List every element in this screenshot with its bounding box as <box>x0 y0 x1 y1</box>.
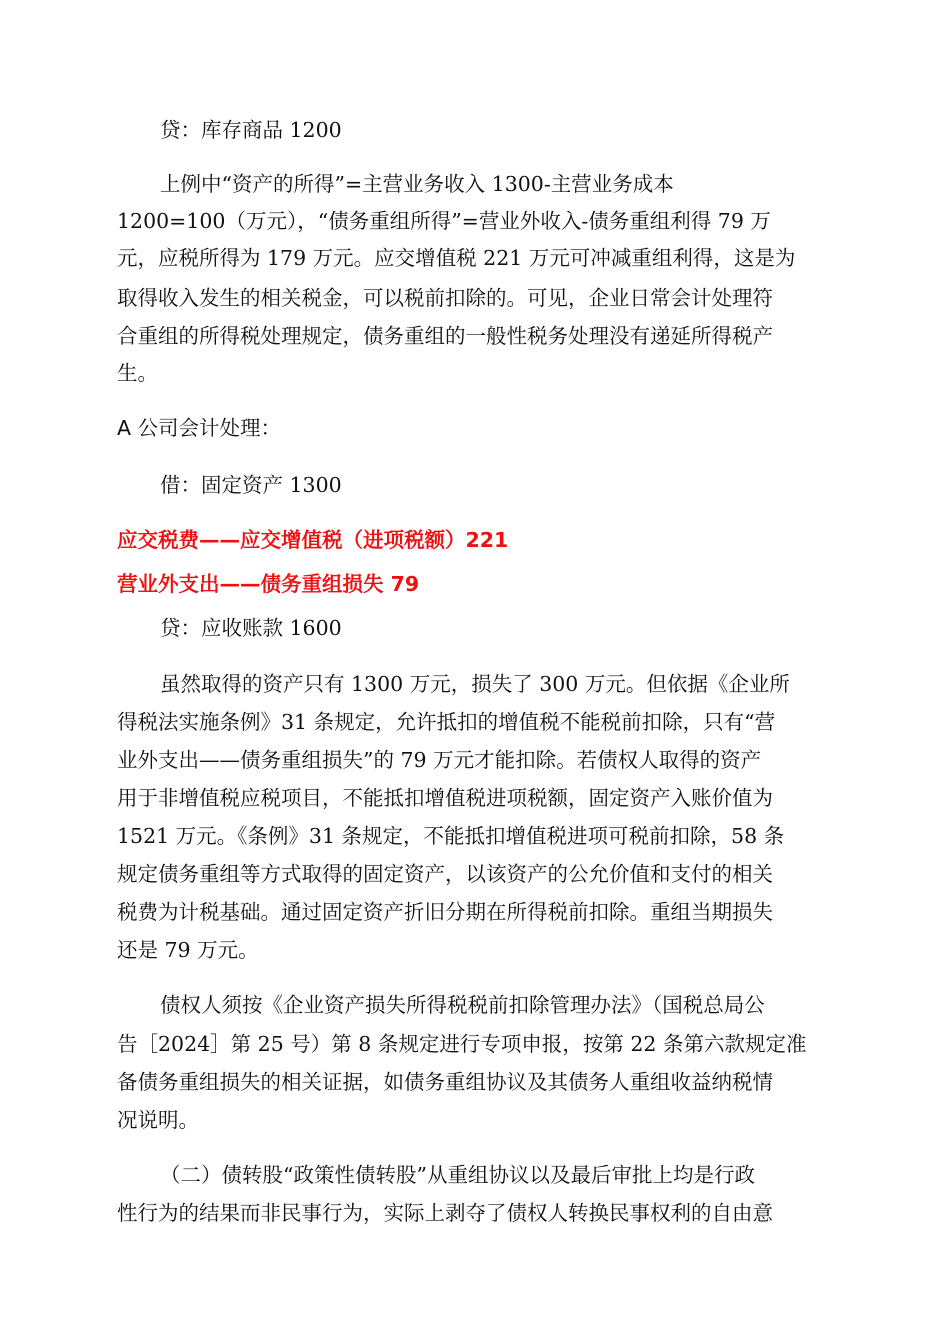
paragraph-line: 况说明。 <box>117 1108 199 1132</box>
highlight-vat-line: 应交税费——应交增值税（进项税额）221 <box>117 528 509 552</box>
company-a-heading: A 公司会计处理： <box>117 416 282 440</box>
paragraph-line: 虽然取得的资产只有 1300 万元，损失了 300 万元。但依据《企业所 <box>160 672 790 696</box>
paragraph-line: 还是 79 万元。 <box>117 938 259 962</box>
paragraph-line: 税费为计税基础。通过固定资产折旧分期在所得税前扣除。重组当期损失 <box>117 900 773 924</box>
paragraph-line: 生。 <box>117 361 158 385</box>
paragraph-line: 元，应税所得为 179 万元。应交增值税 221 万元可冲减重组利得，这是为 <box>117 246 796 270</box>
paragraph-line: 1521 万元。《条例》31 条规定，不能抵扣增值税进项可税前扣除，58 条 <box>117 824 785 848</box>
paragraph-line: 合重组的所得税处理规定，债务重组的一般性税务处理没有递延所得税产 <box>117 324 773 348</box>
credit-receivable-line: 贷：应收账款 1600 <box>160 616 342 640</box>
paragraph-line: 取得收入发生的相关税金，可以税前扣除的。可见，企业日常会计处理符 <box>117 286 773 310</box>
paragraph-line: 业外支出——债务重组损失”的 79 万元才能扣除。若债权人取得的资产 <box>117 748 762 772</box>
paragraph-line: 得税法实施条例》31 条规定，允许抵扣的增值税不能税前扣除，只有“营 <box>117 710 776 734</box>
paragraph-line: 1200=100（万元），“债务重组所得”=营业外收入-债务重组利得 79 万 <box>117 209 771 233</box>
paragraph-line: （二）债转股“政策性债转股”从重组协议以及最后审批上均是行政 <box>160 1163 755 1187</box>
paragraph-line: 债权人须按《企业资产损失所得税税前扣除管理办法》（国税总局公 <box>160 993 765 1017</box>
paragraph-line: 规定债务重组等方式取得的固定资产，以该资产的公允价值和支付的相关 <box>117 862 773 886</box>
paragraph-line: 告［2024］第 25 号）第 8 条规定进行专项申报，按第 22 条第六款规定准 <box>117 1032 807 1056</box>
paragraph-line: 用于非增值税应税项目，不能抵扣增值税进项税额，固定资产入账价值为 <box>117 786 773 810</box>
paragraph-line: 备债务重组损失的相关证据，如债务重组协议及其债务人重组收益纳税情 <box>117 1070 773 1094</box>
highlight-loss-line: 营业外支出——债务重组损失 79 <box>117 572 420 596</box>
paragraph-line: 上例中“资产的所得”=主营业务收入 1300-主营业务成本 <box>160 172 674 196</box>
paragraph-line: 性行为的结果而非民事行为，实际上剥夺了债权人转换民事权利的自由意 <box>117 1201 773 1225</box>
debit-fixed-assets-line: 借：固定资产 1300 <box>160 473 342 497</box>
credit-inventory-line: 贷：库存商品 1200 <box>160 118 342 142</box>
